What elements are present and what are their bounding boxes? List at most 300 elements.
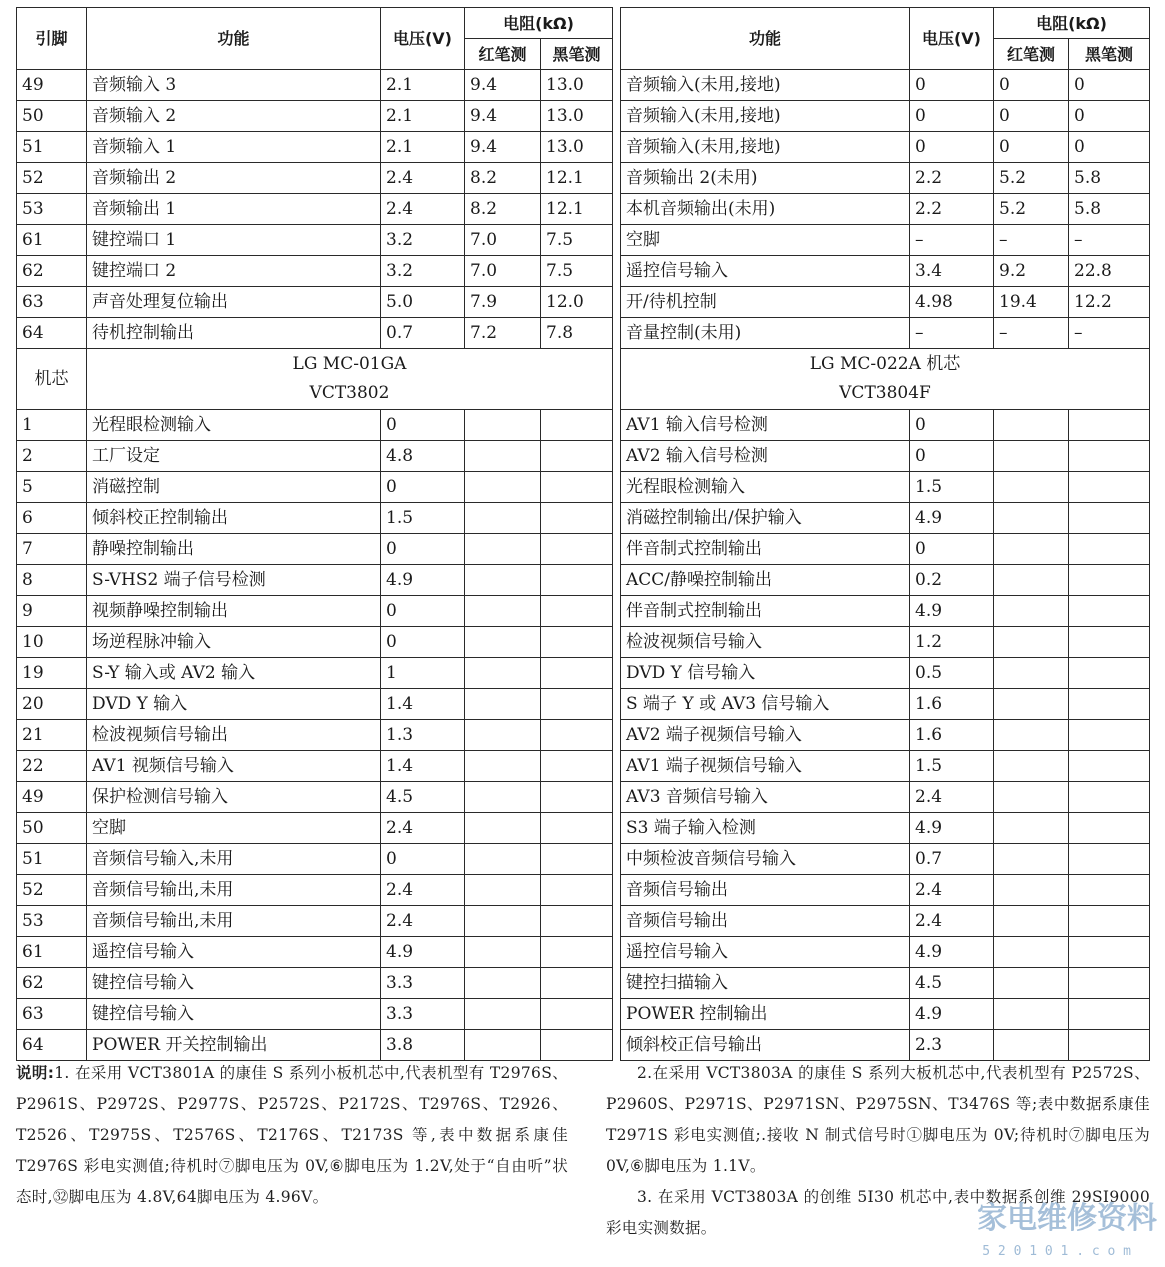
right-voltage: 4.5 [910,968,994,999]
pin-number: 61 [17,225,87,256]
left-red-resistance [465,534,541,565]
right-function: 音频输入(未用,接地) [621,70,910,101]
pin-number: 7 [17,534,87,565]
column-divider [613,658,621,689]
column-divider [613,875,621,906]
left-voltage: 1.4 [381,751,465,782]
left-red-resistance [465,1030,541,1061]
left-function: 音频信号输出,未用 [87,875,381,906]
left-voltage: 1.5 [381,503,465,534]
right-black-resistance [1069,875,1150,906]
left-function: S-Y 输入或 AV2 输入 [87,658,381,689]
pin-number: 19 [17,658,87,689]
left-function: AV1 视频信号输入 [87,751,381,782]
right-black-resistance: 0 [1069,132,1150,163]
right-function: 音频信号输出 [621,906,910,937]
left-function: 音频输入 1 [87,132,381,163]
left-voltage: 2.4 [381,906,465,937]
right-voltage: 1.5 [910,751,994,782]
left-voltage: 3.8 [381,1030,465,1061]
left-function: 保护检测信号输入 [87,782,381,813]
right-function: 伴音制式控制输出 [621,534,910,565]
right-red-resistance: 5.2 [994,163,1069,194]
left-black-resistance [541,875,613,906]
watermark-url: 5 2 0 1 0 1 . c o m [982,1244,1131,1259]
left-red-resistance [465,503,541,534]
left-red-resistance [465,937,541,968]
left-function: 遥控信号输入 [87,937,381,968]
right-function: S3 端子输入检测 [621,813,910,844]
table-body [17,8,1150,1061]
right-voltage: – [910,225,994,256]
right-black-resistance: 5.8 [1069,163,1150,194]
left-function: 待机控制输出 [87,318,381,349]
right-function: AV1 输入信号检测 [621,410,910,441]
right-voltage: 0.2 [910,565,994,596]
pin-number: 63 [17,999,87,1030]
column-divider [613,689,621,720]
left-red-resistance [465,782,541,813]
pin-number: 61 [17,937,87,968]
left-red-resistance [465,875,541,906]
left-voltage: 0 [381,534,465,565]
left-black-resistance [541,720,613,751]
right-black-resistance [1069,627,1150,658]
column-divider [613,132,621,163]
right-red-resistance [994,410,1069,441]
right-voltage: 4.9 [910,937,994,968]
header-voltage-left: 电压(V) [381,8,465,70]
left-red-resistance: 9.4 [465,101,541,132]
right-voltage: 0 [910,441,994,472]
right-function: AV3 音频信号输入 [621,782,910,813]
note-3: 3. 在采用 VCT3803A 的创维 5I30 机芯中,表中数据系创维 29SI9000 彩电实测数据。 [606,1188,1150,1237]
right-voltage: 4.9 [910,813,994,844]
left-black-resistance: 7.8 [541,318,613,349]
column-divider [613,937,621,968]
table-row [17,534,1150,565]
table-row [17,441,1150,472]
left-function: 倾斜校正控制输出 [87,503,381,534]
left-black-resistance [541,410,613,441]
left-red-resistance [465,906,541,937]
right-red-resistance [994,844,1069,875]
left-red-resistance [465,751,541,782]
right-red-resistance [994,441,1069,472]
left-function: POWER 开关控制输出 [87,1030,381,1061]
pin-number: 6 [17,503,87,534]
header-black-right: 黑笔测 [1069,39,1150,70]
left-function: 静噪控制输出 [87,534,381,565]
right-function: 中频检波音频信号输入 [621,844,910,875]
left-voltage: 4.5 [381,782,465,813]
right-voltage: 3.4 [910,256,994,287]
left-red-resistance [465,844,541,875]
right-black-resistance [1069,689,1150,720]
right-function: 本机音频输出(未用) [621,194,910,225]
left-voltage: 0 [381,410,465,441]
pin-number: 53 [17,194,87,225]
right-function: 音频输出 2(未用) [621,163,910,194]
right-black-resistance [1069,813,1150,844]
right-voltage: 2.4 [910,782,994,813]
left-function: 视频静噪控制输出 [87,596,381,627]
left-voltage: 2.4 [381,163,465,194]
left-red-resistance [465,410,541,441]
left-red-resistance [465,627,541,658]
column-divider [613,534,621,565]
right-red-resistance: – [994,318,1069,349]
left-voltage: 3.3 [381,968,465,999]
right-black-resistance [1069,968,1150,999]
column-divider [613,101,621,132]
right-red-resistance: 9.2 [994,256,1069,287]
right-voltage: 1.2 [910,627,994,658]
right-black-resistance [1069,937,1150,968]
right-red-resistance [994,875,1069,906]
left-function: S-VHS2 端子信号检测 [87,565,381,596]
right-function: 音频信号输出 [621,875,910,906]
table-row [17,875,1150,906]
table-row [17,751,1150,782]
right-red-resistance: 5.2 [994,194,1069,225]
right-red-resistance [994,906,1069,937]
left-red-resistance: 7.9 [465,287,541,318]
table-row [17,101,1150,132]
pin-number: 21 [17,720,87,751]
left-function: 检波视频信号输出 [87,720,381,751]
left-black-resistance: 7.5 [541,256,613,287]
left-black-resistance [541,534,613,565]
pin-number: 51 [17,132,87,163]
table-row [17,937,1150,968]
pin-number: 52 [17,875,87,906]
pin-number: 64 [17,1030,87,1061]
left-black-resistance [541,596,613,627]
column-divider [613,503,621,534]
column-divider [613,287,621,318]
left-black-resistance [541,813,613,844]
left-black-resistance [541,999,613,1030]
right-voltage: 4.9 [910,596,994,627]
right-voltage: 2.2 [910,194,994,225]
column-divider [613,163,621,194]
left-black-resistance [541,472,613,503]
left-black-resistance: 12.1 [541,194,613,225]
right-red-resistance [994,658,1069,689]
right-black-resistance [1069,534,1150,565]
left-function: 键控信号输入 [87,968,381,999]
pin-number: 49 [17,782,87,813]
right-voltage: 2.4 [910,875,994,906]
left-function: 键控端口 1 [87,225,381,256]
column-divider [613,627,621,658]
right-function: 检波视频信号输入 [621,627,910,658]
right-black-resistance [1069,844,1150,875]
right-red-resistance [994,689,1069,720]
table-row [17,163,1150,194]
left-voltage: 2.4 [381,875,465,906]
right-voltage: 4.98 [910,287,994,318]
note-1 [16,1058,568,1213]
header-row-1 [17,8,1150,39]
left-black-resistance [541,844,613,875]
right-voltage: 4.9 [910,503,994,534]
right-red-resistance [994,503,1069,534]
table-row [17,1030,1150,1061]
left-voltage: 4.8 [381,441,465,472]
left-voltage: 1 [381,658,465,689]
pin-number: 63 [17,287,87,318]
pin-number: 1 [17,410,87,441]
right-voltage: 0 [910,101,994,132]
left-black-resistance: 12.1 [541,163,613,194]
left-function: 音频输入 3 [87,70,381,101]
table-row [17,472,1150,503]
right-voltage: 2.2 [910,163,994,194]
right-voltage: 1.6 [910,689,994,720]
right-black-resistance [1069,720,1150,751]
left-red-resistance: 9.4 [465,132,541,163]
left-red-resistance [465,689,541,720]
table-row [17,720,1150,751]
pin-number: 9 [17,596,87,627]
table-row [17,627,1150,658]
left-voltage: 0.7 [381,318,465,349]
pin-number: 53 [17,906,87,937]
left-red-resistance [465,441,541,472]
right-black-resistance [1069,1030,1150,1061]
column-divider [613,8,621,70]
right-red-resistance [994,534,1069,565]
left-black-resistance: 12.0 [541,287,613,318]
left-red-resistance: 7.0 [465,256,541,287]
column-divider [613,968,621,999]
left-red-resistance: 7.2 [465,318,541,349]
pin-number: 51 [17,844,87,875]
left-red-resistance: 9.4 [465,70,541,101]
table-row [17,689,1150,720]
left-voltage: 3.3 [381,999,465,1030]
right-red-resistance: 0 [994,132,1069,163]
watermark-logo: 家电维修资料 [977,1201,1157,1236]
right-function: AV2 输入信号检测 [621,441,910,472]
left-voltage: 0 [381,627,465,658]
column-divider [613,410,621,441]
pin-number: 50 [17,813,87,844]
notes-label: 说明: [16,1064,55,1082]
header-red-right: 红笔测 [994,39,1069,70]
left-black-resistance: 13.0 [541,70,613,101]
table-row [17,70,1150,101]
column-divider [613,225,621,256]
chip-right [621,349,1150,410]
header-black-left: 黑笔测 [541,39,613,70]
table-row [17,782,1150,813]
left-voltage: 4.9 [381,565,465,596]
pin-number: 64 [17,318,87,349]
table-row [17,999,1150,1030]
right-function: 音量控制(未用) [621,318,910,349]
right-voltage: – [910,318,994,349]
notes-left-column [16,1058,568,1213]
right-voltage: 0 [910,410,994,441]
left-function: 键控信号输入 [87,999,381,1030]
table-row [17,410,1150,441]
left-voltage: 2.4 [381,813,465,844]
header-function-right: 功能 [621,8,910,70]
chip-label: 机芯 [17,349,87,410]
right-voltage: 2.4 [910,906,994,937]
left-voltage: 1.4 [381,689,465,720]
left-voltage: 0 [381,844,465,875]
pin-number: 20 [17,689,87,720]
column-divider [613,813,621,844]
right-function: 消磁控制输出/保护输入 [621,503,910,534]
right-voltage: 0.7 [910,844,994,875]
left-red-resistance: 8.2 [465,163,541,194]
pin-number: 62 [17,968,87,999]
table-row [17,132,1150,163]
right-red-resistance [994,937,1069,968]
left-voltage: 0 [381,472,465,503]
left-red-resistance: 8.2 [465,194,541,225]
column-divider [613,472,621,503]
pin-number: 5 [17,472,87,503]
table-row [17,658,1150,689]
right-black-resistance [1069,658,1150,689]
column-divider [613,906,621,937]
right-function: 音频输入(未用,接地) [621,101,910,132]
note-1-text: 1. 在采用 VCT3801A 的康佳 S 系列小板机芯中,代表机型有 T2976S、P2961S、P2972S、P2977S、P2572S、P2172S、T2976S、T2926、T2526、T2975S、T2576S、T2176S、T2173S 等,表中数据系康佳 T2976S 彩电实测值;待机时⑦脚电压为 0V,⑥脚电压为 1.2V,处于“自由听”状态时,㉜脚电压为 4.8V,64脚电压为 4.96V。 [16,1064,568,1206]
table-row [17,318,1150,349]
left-function: 音频信号输出,未用 [87,906,381,937]
left-voltage: 2.1 [381,70,465,101]
pin-number: 8 [17,565,87,596]
right-function: 音频输入(未用,接地) [621,132,910,163]
left-voltage: 4.9 [381,937,465,968]
left-function: 音频输出 1 [87,194,381,225]
left-voltage: 2.1 [381,132,465,163]
left-black-resistance: 13.0 [541,101,613,132]
chip-left [87,349,613,410]
table-row [17,503,1150,534]
left-voltage: 2.1 [381,101,465,132]
right-red-resistance [994,751,1069,782]
right-function: DVD Y 信号输入 [621,658,910,689]
right-red-resistance [994,782,1069,813]
right-black-resistance: 0 [1069,70,1150,101]
pin-number: 22 [17,751,87,782]
right-black-resistance: – [1069,225,1150,256]
left-black-resistance [541,658,613,689]
column-divider [613,565,621,596]
right-red-resistance: – [994,225,1069,256]
left-red-resistance [465,720,541,751]
left-black-resistance [541,751,613,782]
pin-number: 62 [17,256,87,287]
right-black-resistance [1069,441,1150,472]
left-function: DVD Y 输入 [87,689,381,720]
left-red-resistance: 7.0 [465,225,541,256]
left-function: 音频信号输入,未用 [87,844,381,875]
right-function: ACC/静噪控制输出 [621,565,910,596]
right-function: 键控扫描输入 [621,968,910,999]
right-function: 倾斜校正信号输出 [621,1030,910,1061]
right-red-resistance [994,1030,1069,1061]
right-black-resistance [1069,503,1150,534]
left-red-resistance [465,968,541,999]
right-black-resistance [1069,751,1150,782]
left-black-resistance [541,565,613,596]
right-voltage: 0 [910,534,994,565]
column-divider [613,70,621,101]
right-voltage: 0.5 [910,658,994,689]
column-divider [613,596,621,627]
column-divider [613,194,621,225]
right-voltage: 0 [910,132,994,163]
table-row [17,906,1150,937]
right-function: 开/待机控制 [621,287,910,318]
left-function: 声音处理复位输出 [87,287,381,318]
left-red-resistance [465,565,541,596]
chip-left-model: LG MC-01GA [292,354,407,374]
left-voltage: 3.2 [381,256,465,287]
left-voltage: 2.4 [381,194,465,225]
right-red-resistance [994,813,1069,844]
column-divider [613,751,621,782]
left-red-resistance [465,596,541,627]
right-black-resistance [1069,472,1150,503]
right-function: POWER 控制输出 [621,999,910,1030]
column-divider [613,441,621,472]
chip-row [17,349,1150,410]
right-red-resistance: 0 [994,101,1069,132]
left-black-resistance [541,937,613,968]
right-black-resistance: 0 [1069,101,1150,132]
left-red-resistance [465,999,541,1030]
column-divider [613,720,621,751]
right-black-resistance [1069,596,1150,627]
right-red-resistance [994,565,1069,596]
pin-voltage-table [16,7,1150,1061]
left-function: 消磁控制 [87,472,381,503]
left-black-resistance [541,627,613,658]
left-voltage: 0 [381,596,465,627]
right-function: 光程眼检测输入 [621,472,910,503]
right-black-resistance [1069,565,1150,596]
right-function: 遥控信号输入 [621,256,910,287]
left-voltage: 3.2 [381,225,465,256]
column-divider [613,999,621,1030]
left-red-resistance [465,658,541,689]
left-black-resistance [541,968,613,999]
right-red-resistance: 0 [994,70,1069,101]
right-red-resistance [994,627,1069,658]
table-row [17,287,1150,318]
left-black-resistance: 7.5 [541,225,613,256]
right-voltage: 1.5 [910,472,994,503]
right-black-resistance [1069,906,1150,937]
left-black-resistance [541,441,613,472]
pin-number: 10 [17,627,87,658]
right-function: 伴音制式控制输出 [621,596,910,627]
table-row [17,596,1150,627]
chip-left-ic: VCT3802 [309,383,390,403]
table-row [17,225,1150,256]
left-black-resistance [541,1030,613,1061]
header-resistance-left: 电阻(kΩ) [465,8,613,39]
